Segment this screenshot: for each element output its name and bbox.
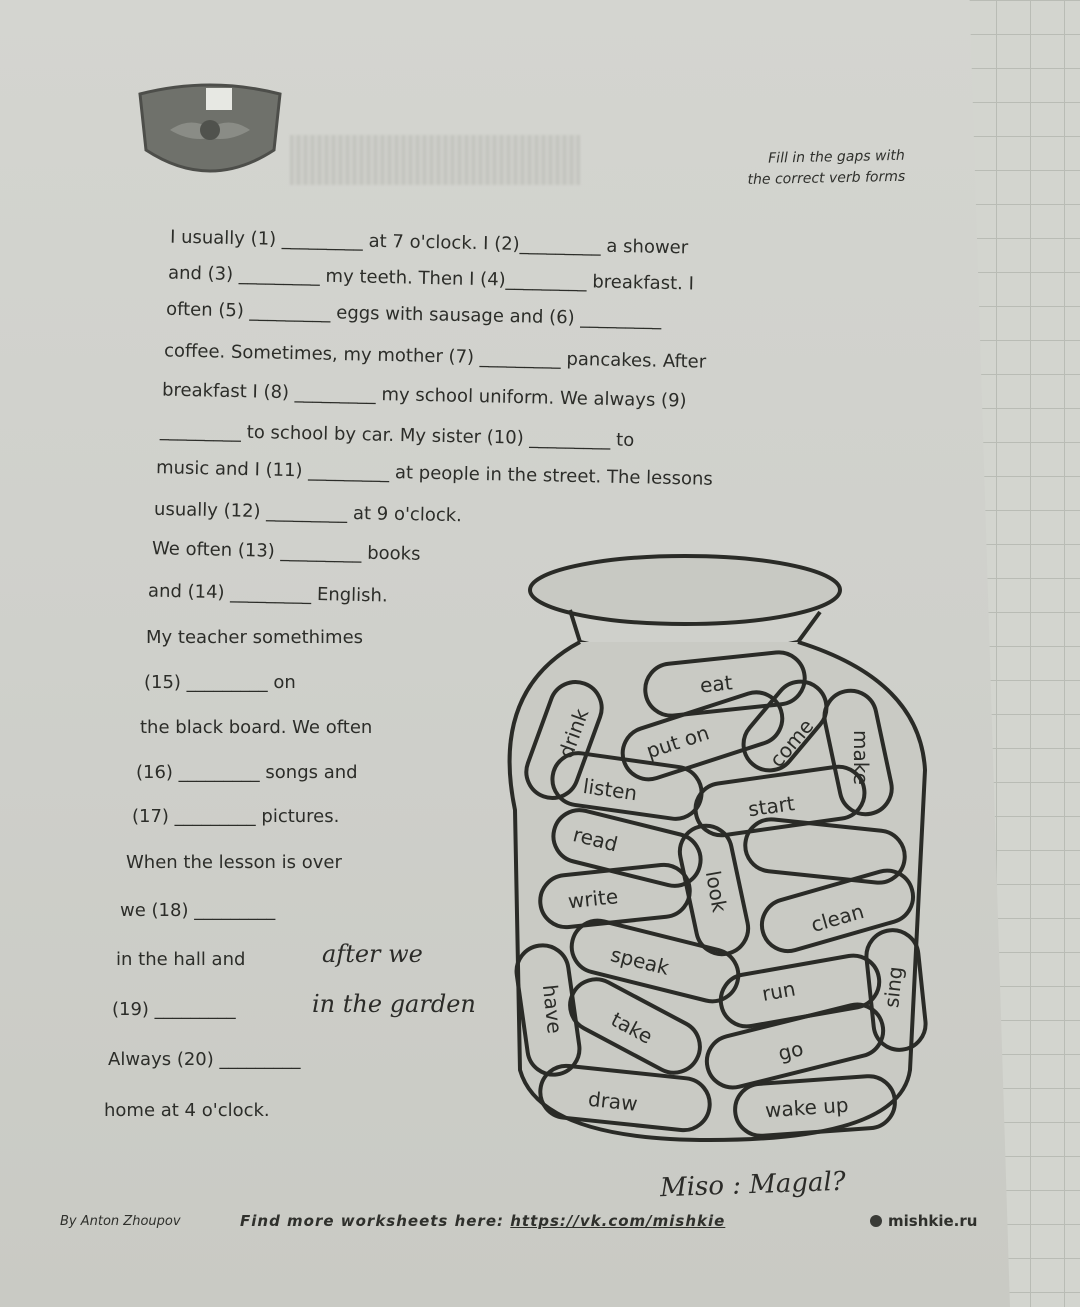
jar-word: make [849, 730, 873, 785]
instructions [690, 146, 906, 192]
handwritten-answer-19: in the garden [312, 990, 476, 1018]
text-line: coffee. Sometimes, my mother (7) _________ pancakes. After [163, 340, 707, 373]
text-line: music and I (11) _________ at people in the street. The lessons [155, 457, 713, 490]
text-line: often (5) _________ eggs with sausage and (6) _________ [165, 298, 662, 331]
text-line: Always (20) _________ [108, 1049, 301, 1070]
instructions-line1: Fill in the gaps with [767, 147, 905, 167]
jar-word: speak [608, 942, 672, 980]
school-crest-icon [130, 80, 290, 190]
jar-word: run [760, 976, 798, 1006]
jar-word: sing [879, 965, 908, 1009]
text-line: breakfast I (8) _________ my school uniform. We always (9) [161, 379, 687, 412]
jar-word: have [537, 983, 567, 1035]
site-logo-icon [870, 1215, 882, 1227]
jar-word: wake up [764, 1092, 850, 1123]
footer-find-more [240, 1212, 725, 1230]
faded-title-smudge [290, 135, 580, 185]
jar-lid [530, 556, 840, 624]
jar-word: start [746, 791, 797, 822]
handwritten-signature: Miso : Magal? [659, 1166, 847, 1204]
footer-site [870, 1212, 977, 1230]
jar-word: come [764, 714, 819, 772]
text-line: We often (13) _________ books [151, 538, 421, 565]
instructions-line2: the correct verb forms [747, 168, 906, 189]
jar-word: clean [808, 899, 867, 937]
author-credit: By Anton Zhoupov [60, 1214, 181, 1229]
text-line: and (3) _________ my teeth. Then I (4)_________ breakfast. I [167, 262, 695, 295]
text-line: home at 4 o'clock. [104, 1100, 270, 1121]
text-line: and (14) _________ English. [147, 580, 388, 607]
text-line: the black board. We often [140, 717, 373, 738]
text-line: in the hall and [116, 949, 246, 970]
jar-word: listen [581, 773, 639, 806]
jar-word: write [566, 884, 620, 914]
jar-word: draw [586, 1086, 639, 1116]
text-line: (16) _________ songs and [136, 762, 358, 783]
jar-word: go [775, 1036, 806, 1066]
handwritten-answer-18: after we [322, 940, 423, 968]
text-line: _________ to school by car. My sister (10) _________ to [159, 420, 635, 451]
text-line: (17) _________ pictures. [132, 806, 340, 827]
text-line: (19) _________ [112, 999, 236, 1020]
jar-word: take [607, 1007, 657, 1049]
text-line: (15) _________ on [144, 672, 296, 693]
text-line: My teacher somethimes [146, 627, 364, 648]
text-line: I usually (1) _________ at 7 o'clock. I (2)_________ a shower [169, 226, 689, 259]
jar-word: read [570, 822, 621, 857]
site-name: mishkie.ru [888, 1212, 978, 1230]
text-line: When the lesson is over [126, 852, 342, 873]
find-more-text: Find more worksheets here: [240, 1212, 504, 1230]
jar-word: look [700, 868, 732, 915]
jar-word: put on [643, 720, 713, 764]
jar-word: eat [698, 670, 734, 698]
text-line: usually (12) _________ at 9 o'clock. [153, 498, 463, 527]
jar-word: drink [553, 705, 594, 762]
text-line: we (18) _________ [120, 900, 276, 921]
verb-jar-illustration [480, 550, 940, 1170]
worksheet-link[interactable]: https://vk.com/mishkie [510, 1212, 726, 1230]
